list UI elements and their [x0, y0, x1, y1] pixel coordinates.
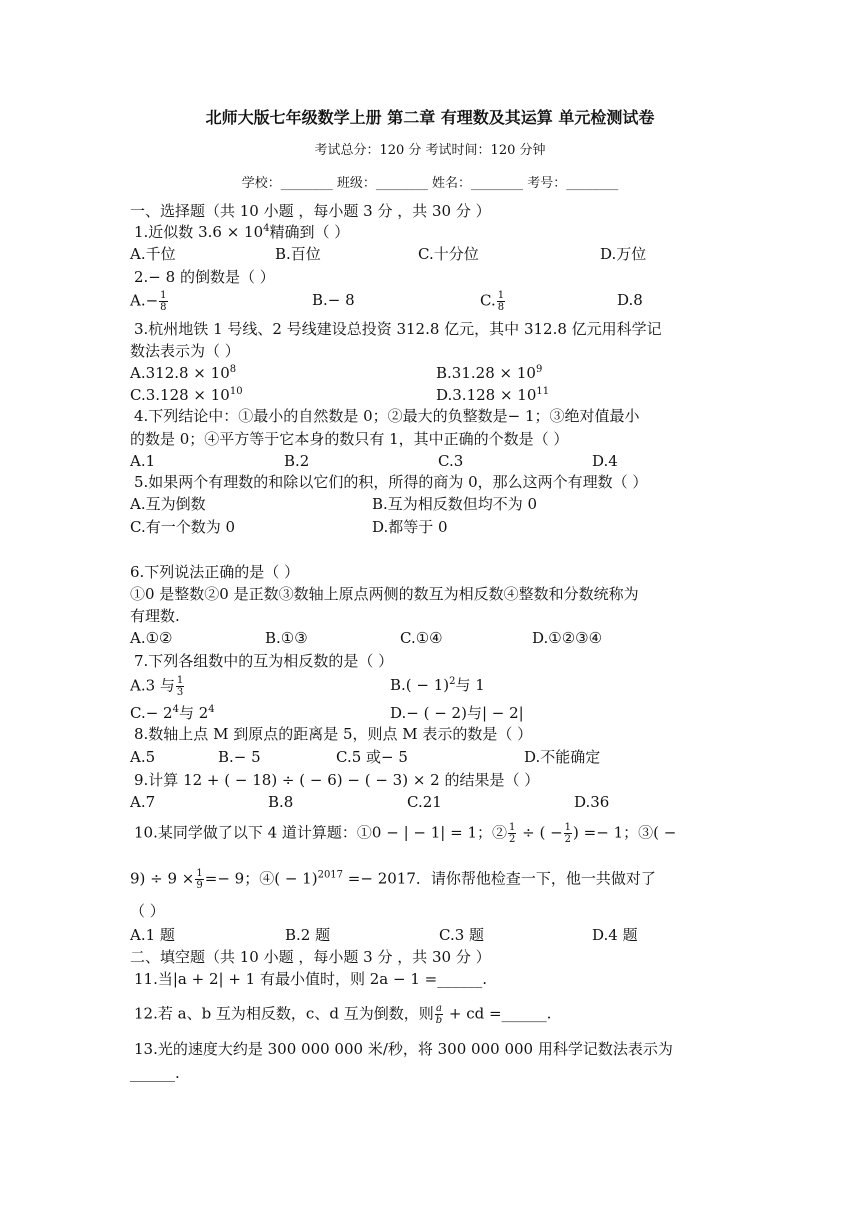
- q2-option-b: B.− 8: [312, 291, 355, 309]
- question-2-stem: 2.− 8 的倒数是（ ）: [134, 268, 275, 286]
- exam-info: 考试总分：120 分 考试时间：120 分钟: [314, 143, 546, 158]
- q1-option-c: C.十分位: [418, 245, 479, 263]
- q4-option-d: D.4: [592, 452, 618, 470]
- q10-option-d: D.4 题: [592, 926, 638, 944]
- q5-option-d: D.都等于 0: [372, 518, 448, 536]
- q3-option-c: $C.3.128 \times 10^{10}$: [130, 386, 243, 404]
- question-3-line-1: 3.杭州地铁 1 号线、2 号线建设总投资 312.8 亿元，其中 312.8 亿元用科学记: [134, 320, 662, 338]
- question-9-stem: 9.计算 12 + ( − 18) ÷ ( − 6) − ( − 3) × 2 的结果是（ ）: [134, 771, 540, 789]
- question-13-line-1: 13.光的速度大约是 300 000 000 米/秒，将 300 000 000 用科学记数法表示为: [134, 1040, 673, 1058]
- question-10-line-2: 9) ÷ 9 × $\frac{1}{9}$ =− 9；④( − 1)$^{2017}$ =− 2017．请你帮他检查一下，他一共做对了: [130, 868, 656, 891]
- question-10-line-3: （ ）: [130, 902, 165, 920]
- q7-option-d: D.− ( − 2)与| − 2|: [390, 704, 524, 722]
- q3-option-d: $D.3.128 \times 10^{11}$: [436, 386, 550, 404]
- question-10-line-1: 10.某同学做了以下 4 道计算题：①0 − | − 1| = 1；② $\frac{1}{2}$ ÷ ( − $\frac{1}{2}$ ) =− 1；③( −: [134, 822, 677, 845]
- q9-option-b: B.8: [268, 793, 294, 811]
- q7-option-c: $C.- 2^4$与 $2^4$: [130, 704, 215, 722]
- q4-option-a: A.1: [130, 452, 156, 470]
- q7-option-a: A.3 与 $\frac{1}{3}$: [130, 675, 184, 698]
- q6-option-a: A.①②: [130, 629, 173, 647]
- question-1-stem: 1.近似数 $3.6 \times 10^4$精确到（ ）: [134, 223, 350, 241]
- q10-option-b: B.2 题: [285, 926, 331, 944]
- q10-option-a: A.1 题: [130, 926, 175, 944]
- q3-option-b: $B.31.28 \times 10^9$: [436, 364, 543, 382]
- q3-option-a: $A.312.8 \times 10^8$: [130, 364, 237, 382]
- q9-option-a: A.7: [130, 793, 156, 811]
- q1-option-d: D.万位: [600, 245, 647, 263]
- q1-option-a: A.千位: [130, 245, 176, 263]
- question-3-line-2: 数法表示为（ ）: [130, 342, 240, 360]
- question-12: 12.若 a、b 互为相反数，c、d 互为倒数，则 $\frac{a}{b}$ + cd =______.: [134, 1003, 552, 1026]
- q6-option-b: B.①③: [265, 629, 308, 647]
- q10-option-c: C.3 题: [439, 926, 485, 944]
- q6-option-c: C.①④: [400, 629, 443, 647]
- question-11: 11.当|a + 2| + 1 有最小值时，则 2a − 1 =______.: [134, 970, 487, 988]
- q9-option-c: C.21: [407, 793, 442, 811]
- student-info-fields: 学校：________ 班级：________ 姓名：________ 考号：________: [241, 176, 619, 191]
- q2-option-a: A.− $\frac{1}{8}$: [130, 290, 167, 313]
- q5-option-b: B.互为相反数但均不为 0: [372, 495, 538, 513]
- question-6-line-2: 有理数.: [130, 607, 180, 625]
- q8-option-a: A.5: [130, 748, 156, 766]
- q8-option-b: B.− 5: [218, 748, 261, 766]
- q2-option-d: D.8: [617, 291, 643, 309]
- question-4-line-1: 4.下列结论中：①最小的自然数是 0；②最大的负整数是− 1；③绝对值最小: [134, 407, 640, 425]
- q6-option-d: D.①②③④: [532, 629, 603, 647]
- exam-title: 北师大版七年级数学上册 第二章 有理数及其运算 单元检测试卷: [205, 108, 655, 127]
- q9-option-d: D.36: [574, 793, 610, 811]
- q5-option-c: C.有一个数为 0: [130, 518, 236, 536]
- q7-option-b: $B.( - 1)^2$与 1: [390, 676, 485, 694]
- question-7-stem: 7.下列各组数中的互为相反数的是（ ）: [134, 652, 394, 670]
- question-6-stem: 6.下列说法正确的是（ ）: [130, 563, 300, 581]
- question-4-line-2: 的数是 0；④平方等于它本身的数只有 1，其中正确的个数是（ ）: [130, 430, 569, 448]
- question-8-stem: 8.数轴上点 M 到原点的距离是 5，则点 M 表示的数是（ ）: [134, 725, 533, 743]
- q4-option-b: B.2: [284, 452, 310, 470]
- section1-heading: 一、选择题（共 10 小题 ，每小题 3 分 ，共 30 分 ）: [130, 202, 491, 220]
- section2-heading: 二、填空题（共 10 小题 ，每小题 3 分 ，共 30 分 ）: [130, 948, 491, 966]
- q5-option-a: A.互为倒数: [130, 495, 206, 513]
- q2-option-c: C. $\frac{1}{8}$: [480, 290, 505, 313]
- q8-option-c: C.5 或− 5: [336, 748, 408, 766]
- question-13-line-2: ______.: [130, 1064, 180, 1082]
- q8-option-d: D.不能确定: [524, 748, 601, 766]
- question-5-stem: 5.如果两个有理数的和除以它们的积，所得的商为 0，那么这两个有理数（ ）: [134, 473, 648, 491]
- question-6-line-1: ①0 是整数②0 是正数③数轴上原点两侧的数互为相反数④整数和分数统称为: [130, 585, 639, 603]
- q4-option-c: C.3: [438, 452, 464, 470]
- q1-option-b: B.百位: [275, 245, 321, 263]
